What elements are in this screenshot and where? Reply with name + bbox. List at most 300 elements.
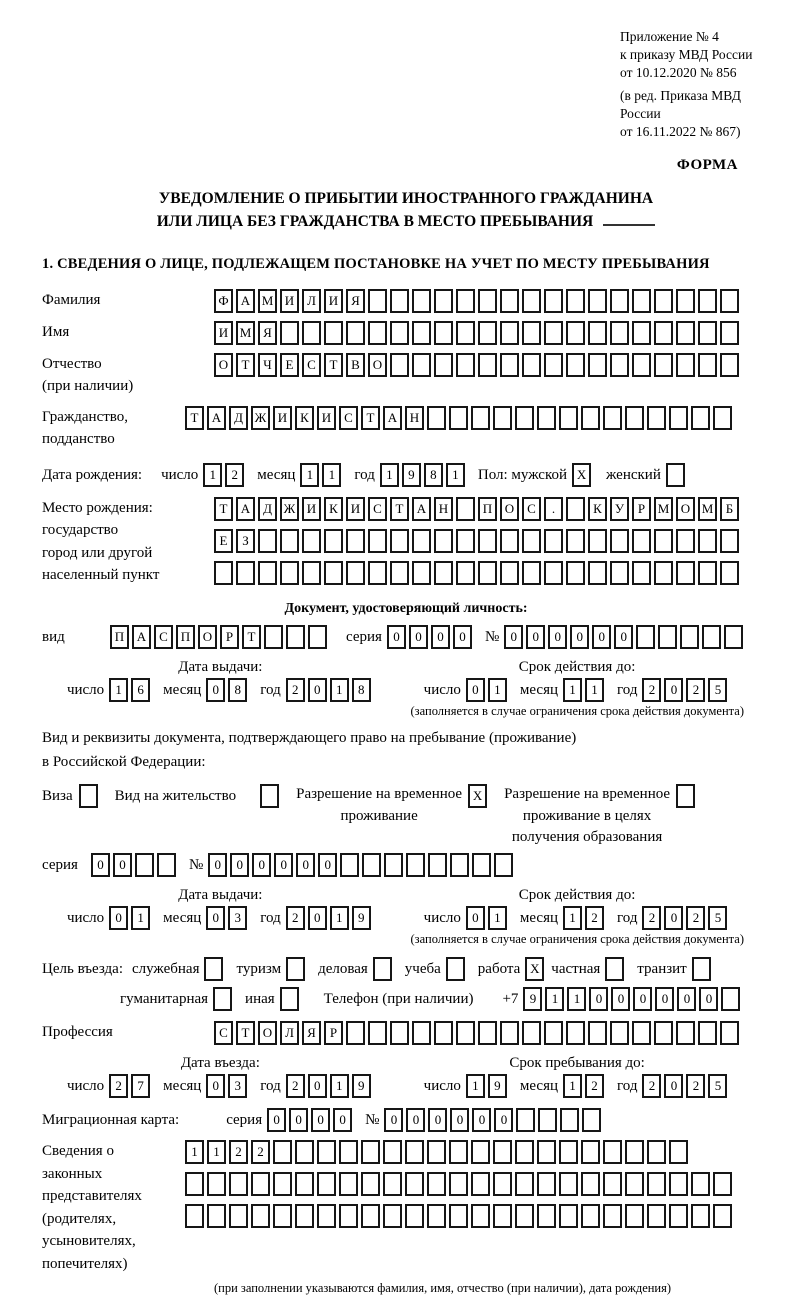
char-cell[interactable] [456,353,475,377]
char-cell[interactable]: О [500,497,519,521]
char-cell[interactable] [493,1204,512,1228]
char-cell[interactable] [478,1021,497,1045]
char-cell[interactable] [676,1021,695,1045]
char-cell[interactable] [691,406,710,430]
char-cell[interactable] [384,853,403,877]
char-cell[interactable] [361,1140,380,1164]
char-cell[interactable] [559,1140,578,1164]
char-cell[interactable] [339,1172,358,1196]
char-cell[interactable]: 0 [311,1108,330,1132]
char-cell[interactable] [610,353,629,377]
char-cell[interactable] [317,1204,336,1228]
char-cell[interactable]: 1 [109,678,128,702]
char-cell[interactable] [566,1021,585,1045]
char-cell[interactable] [472,853,491,877]
char-cell[interactable] [185,1172,204,1196]
char-cell[interactable]: 1 [207,1140,226,1164]
char-cell[interactable] [603,1204,622,1228]
char-cell[interactable] [405,1172,424,1196]
char-cell[interactable] [676,289,695,313]
char-cell[interactable]: К [324,497,343,521]
char-cell[interactable] [515,1204,534,1228]
char-cell[interactable]: 0 [91,853,110,877]
char-cell[interactable]: 0 [109,906,128,930]
char-cell[interactable]: М [258,289,277,313]
char-cell[interactable] [537,1204,556,1228]
char-cell[interactable] [339,1204,358,1228]
char-cell[interactable] [669,1140,688,1164]
char-cell[interactable] [362,853,381,877]
char-cell[interactable] [566,497,585,521]
char-cell[interactable] [361,1172,380,1196]
char-cell[interactable] [207,1172,226,1196]
char-cell[interactable]: Ж [280,497,299,521]
char-cell[interactable]: Т [236,353,255,377]
char-cell[interactable]: Я [258,321,277,345]
char-cell[interactable]: М [698,497,717,521]
char-cell[interactable] [390,1021,409,1045]
char-cell[interactable] [581,1172,600,1196]
char-cell[interactable] [544,289,563,313]
char-cell[interactable]: 0 [384,1108,403,1132]
char-cell[interactable] [654,529,673,553]
checkbox-cell[interactable] [286,957,305,981]
char-cell[interactable]: 0 [664,1074,683,1098]
char-cell[interactable] [720,1021,739,1045]
char-cell[interactable]: 0 [611,987,630,1011]
char-cell[interactable]: 2 [686,906,705,930]
char-cell[interactable]: 3 [228,906,247,930]
char-cell[interactable]: 0 [472,1108,491,1132]
char-cell[interactable] [647,1140,666,1164]
char-cell[interactable] [456,1021,475,1045]
char-cell[interactable] [559,1204,578,1228]
char-cell[interactable] [258,529,277,553]
char-cell[interactable] [698,353,717,377]
char-cell[interactable] [581,406,600,430]
char-cell[interactable] [500,289,519,313]
char-cell[interactable] [251,1172,270,1196]
char-cell[interactable] [428,853,447,877]
checkbox-cell[interactable] [605,957,624,981]
char-cell[interactable]: 0 [664,906,683,930]
char-cell[interactable]: И [324,289,343,313]
char-cell[interactable] [258,561,277,585]
char-cell[interactable] [581,1204,600,1228]
char-cell[interactable] [515,1140,534,1164]
char-cell[interactable] [720,529,739,553]
char-cell[interactable]: 0 [677,987,696,1011]
char-cell[interactable]: Ч [258,353,277,377]
char-cell[interactable]: 6 [131,678,150,702]
char-cell[interactable]: 0 [206,1074,225,1098]
char-cell[interactable]: Р [220,625,239,649]
char-cell[interactable] [632,529,651,553]
char-cell[interactable] [434,321,453,345]
char-cell[interactable]: С [339,406,358,430]
char-cell[interactable] [412,1021,431,1045]
char-cell[interactable]: Т [236,1021,255,1045]
char-cell[interactable] [471,406,490,430]
char-cell[interactable]: 0 [387,625,406,649]
char-cell[interactable]: 5 [708,1074,727,1098]
char-cell[interactable] [251,1204,270,1228]
char-cell[interactable] [456,529,475,553]
char-cell[interactable] [544,321,563,345]
char-cell[interactable] [456,289,475,313]
char-cell[interactable] [713,406,732,430]
char-cell[interactable] [185,1204,204,1228]
char-cell[interactable] [588,321,607,345]
char-cell[interactable] [317,1140,336,1164]
char-cell[interactable] [647,406,666,430]
char-cell[interactable]: 2 [642,1074,661,1098]
char-cell[interactable] [720,321,739,345]
char-cell[interactable] [302,529,321,553]
char-cell[interactable] [450,853,469,877]
char-cell[interactable] [390,321,409,345]
char-cell[interactable]: 9 [488,1074,507,1098]
char-cell[interactable] [647,1172,666,1196]
char-cell[interactable]: 9 [523,987,542,1011]
char-cell[interactable]: Т [242,625,261,649]
char-cell[interactable]: Я [302,1021,321,1045]
char-cell[interactable]: 0 [504,625,523,649]
char-cell[interactable] [449,1172,468,1196]
char-cell[interactable] [456,561,475,585]
char-cell[interactable]: Р [324,1021,343,1045]
char-cell[interactable]: Л [280,1021,299,1045]
char-cell[interactable] [405,1140,424,1164]
char-cell[interactable] [544,529,563,553]
char-cell[interactable]: 0 [589,987,608,1011]
char-cell[interactable] [603,1140,622,1164]
char-cell[interactable]: М [654,497,673,521]
char-cell[interactable] [317,1172,336,1196]
char-cell[interactable] [427,406,446,430]
char-cell[interactable] [434,561,453,585]
char-cell[interactable]: П [110,625,129,649]
char-cell[interactable]: 9 [352,906,371,930]
char-cell[interactable]: 0 [633,987,652,1011]
char-cell[interactable] [538,1108,557,1132]
char-cell[interactable] [676,321,695,345]
char-cell[interactable] [654,1021,673,1045]
char-cell[interactable]: 0 [308,678,327,702]
char-cell[interactable]: 2 [686,678,705,702]
char-cell[interactable]: 2 [225,463,244,487]
char-cell[interactable]: 5 [708,906,727,930]
char-cell[interactable]: 2 [585,906,604,930]
char-cell[interactable] [632,321,651,345]
char-cell[interactable]: 0 [267,1108,286,1132]
char-cell[interactable]: У [610,497,629,521]
char-cell[interactable] [537,1172,556,1196]
char-cell[interactable] [610,289,629,313]
char-cell[interactable]: Н [405,406,424,430]
char-cell[interactable] [698,289,717,313]
char-cell[interactable] [654,353,673,377]
char-cell[interactable] [493,406,512,430]
char-cell[interactable]: Н [434,497,453,521]
char-cell[interactable] [368,321,387,345]
char-cell[interactable] [324,529,343,553]
char-cell[interactable] [522,321,541,345]
checkbox-cell[interactable] [373,957,392,981]
char-cell[interactable] [383,1140,402,1164]
char-cell[interactable]: 1 [545,987,564,1011]
checkbox-cell[interactable] [692,957,711,981]
char-cell[interactable]: 0 [274,853,293,877]
char-cell[interactable] [713,1172,732,1196]
char-cell[interactable] [434,1021,453,1045]
char-cell[interactable] [588,561,607,585]
char-cell[interactable] [390,353,409,377]
char-cell[interactable] [368,289,387,313]
char-cell[interactable]: Е [280,353,299,377]
char-cell[interactable] [654,561,673,585]
char-cell[interactable] [368,1021,387,1045]
char-cell[interactable]: 0 [333,1108,352,1132]
char-cell[interactable]: И [302,497,321,521]
char-cell[interactable] [516,1108,535,1132]
char-cell[interactable]: С [522,497,541,521]
char-cell[interactable] [449,406,468,430]
char-cell[interactable] [500,1021,519,1045]
char-cell[interactable]: 0 [296,853,315,877]
char-cell[interactable] [522,353,541,377]
char-cell[interactable]: 8 [352,678,371,702]
char-cell[interactable]: 0 [466,906,485,930]
checkbox-cell[interactable] [446,957,465,981]
char-cell[interactable] [478,321,497,345]
char-cell[interactable] [724,625,743,649]
char-cell[interactable]: 1 [563,678,582,702]
char-cell[interactable]: А [383,406,402,430]
char-cell[interactable] [412,353,431,377]
char-cell[interactable]: 0 [230,853,249,877]
char-cell[interactable] [135,853,154,877]
char-cell[interactable]: О [676,497,695,521]
char-cell[interactable]: 1 [380,463,399,487]
char-cell[interactable] [691,1204,710,1228]
char-cell[interactable]: 9 [402,463,421,487]
char-cell[interactable] [478,353,497,377]
char-cell[interactable]: Ф [214,289,233,313]
char-cell[interactable] [346,529,365,553]
char-cell[interactable] [427,1204,446,1228]
char-cell[interactable]: 8 [424,463,443,487]
char-cell[interactable] [544,1021,563,1045]
char-cell[interactable] [647,1204,666,1228]
char-cell[interactable] [588,353,607,377]
char-cell[interactable]: С [154,625,173,649]
char-cell[interactable] [603,406,622,430]
char-cell[interactable]: Т [390,497,409,521]
char-cell[interactable]: 1 [567,987,586,1011]
char-cell[interactable]: . [544,497,563,521]
char-cell[interactable] [588,1021,607,1045]
checkbox-cell[interactable] [280,987,299,1011]
char-cell[interactable] [340,853,359,877]
checkbox-cell[interactable] [213,987,232,1011]
checkbox-cell[interactable] [260,784,279,808]
char-cell[interactable] [302,321,321,345]
checkbox-cell[interactable]: X [572,463,591,487]
char-cell[interactable]: 2 [585,1074,604,1098]
char-cell[interactable] [280,321,299,345]
char-cell[interactable] [390,289,409,313]
char-cell[interactable] [273,1204,292,1228]
char-cell[interactable]: И [280,289,299,313]
char-cell[interactable]: А [236,289,255,313]
char-cell[interactable] [471,1204,490,1228]
char-cell[interactable] [669,1172,688,1196]
char-cell[interactable] [676,529,695,553]
char-cell[interactable]: 0 [308,906,327,930]
char-cell[interactable] [566,289,585,313]
char-cell[interactable]: 0 [208,853,227,877]
char-cell[interactable]: П [478,497,497,521]
char-cell[interactable] [412,321,431,345]
char-cell[interactable] [280,561,299,585]
char-cell[interactable] [406,853,425,877]
char-cell[interactable] [494,853,513,877]
char-cell[interactable]: 0 [431,625,450,649]
char-cell[interactable]: 0 [206,906,225,930]
char-cell[interactable] [478,529,497,553]
char-cell[interactable] [500,353,519,377]
char-cell[interactable]: 0 [466,678,485,702]
char-cell[interactable] [522,561,541,585]
char-cell[interactable] [471,1172,490,1196]
char-cell[interactable] [676,561,695,585]
checkbox-cell[interactable] [79,784,98,808]
char-cell[interactable] [515,406,534,430]
char-cell[interactable] [713,1204,732,1228]
char-cell[interactable] [434,289,453,313]
char-cell[interactable]: Л [302,289,321,313]
char-cell[interactable] [493,1172,512,1196]
char-cell[interactable] [390,561,409,585]
char-cell[interactable] [720,289,739,313]
char-cell[interactable] [264,625,283,649]
char-cell[interactable]: С [214,1021,233,1045]
char-cell[interactable] [434,529,453,553]
char-cell[interactable] [654,321,673,345]
char-cell[interactable] [560,1108,579,1132]
char-cell[interactable]: 0 [592,625,611,649]
char-cell[interactable] [537,406,556,430]
char-cell[interactable] [588,289,607,313]
char-cell[interactable] [669,1204,688,1228]
char-cell[interactable]: И [214,321,233,345]
char-cell[interactable] [588,529,607,553]
char-cell[interactable]: 2 [286,906,305,930]
char-cell[interactable] [654,289,673,313]
char-cell[interactable] [544,353,563,377]
char-cell[interactable]: 1 [330,1074,349,1098]
char-cell[interactable] [324,561,343,585]
char-cell[interactable] [720,353,739,377]
char-cell[interactable]: 0 [406,1108,425,1132]
char-cell[interactable] [522,529,541,553]
char-cell[interactable]: 0 [655,987,674,1011]
char-cell[interactable] [610,1021,629,1045]
char-cell[interactable]: 2 [286,678,305,702]
char-cell[interactable] [390,529,409,553]
char-cell[interactable]: 5 [708,678,727,702]
char-cell[interactable] [500,321,519,345]
char-cell[interactable] [721,987,740,1011]
char-cell[interactable]: П [176,625,195,649]
char-cell[interactable]: 1 [466,1074,485,1098]
char-cell[interactable] [295,1172,314,1196]
char-cell[interactable] [636,625,655,649]
char-cell[interactable] [559,1172,578,1196]
char-cell[interactable] [610,561,629,585]
char-cell[interactable]: 1 [300,463,319,487]
char-cell[interactable]: 8 [228,678,247,702]
char-cell[interactable]: 1 [131,906,150,930]
char-cell[interactable]: Е [214,529,233,553]
char-cell[interactable]: Б [720,497,739,521]
char-cell[interactable] [236,561,255,585]
char-cell[interactable] [368,561,387,585]
char-cell[interactable] [632,1021,651,1045]
checkbox-cell[interactable] [666,463,685,487]
char-cell[interactable]: 1 [330,906,349,930]
char-cell[interactable]: 0 [289,1108,308,1132]
char-cell[interactable]: 2 [109,1074,128,1098]
checkbox-cell[interactable] [204,957,223,981]
char-cell[interactable]: Р [632,497,651,521]
char-cell[interactable]: 1 [446,463,465,487]
char-cell[interactable] [493,1140,512,1164]
char-cell[interactable] [537,1140,556,1164]
char-cell[interactable]: 0 [664,678,683,702]
char-cell[interactable]: Т [214,497,233,521]
char-cell[interactable] [456,321,475,345]
char-cell[interactable]: 1 [488,678,507,702]
char-cell[interactable]: 2 [686,1074,705,1098]
char-cell[interactable]: К [588,497,607,521]
char-cell[interactable]: 1 [563,906,582,930]
char-cell[interactable] [669,406,688,430]
char-cell[interactable]: 0 [548,625,567,649]
char-cell[interactable]: А [412,497,431,521]
char-cell[interactable]: В [346,353,365,377]
char-cell[interactable] [698,529,717,553]
char-cell[interactable]: 0 [570,625,589,649]
checkbox-cell[interactable]: X [468,784,487,808]
char-cell[interactable] [427,1172,446,1196]
char-cell[interactable]: Ж [251,406,270,430]
char-cell[interactable] [632,353,651,377]
char-cell[interactable]: 0 [318,853,337,877]
char-cell[interactable]: З [236,529,255,553]
char-cell[interactable] [478,561,497,585]
char-cell[interactable] [500,529,519,553]
char-cell[interactable]: 0 [494,1108,513,1132]
char-cell[interactable] [610,321,629,345]
char-cell[interactable] [214,561,233,585]
char-cell[interactable]: О [214,353,233,377]
char-cell[interactable]: 2 [642,678,661,702]
char-cell[interactable] [286,625,305,649]
char-cell[interactable] [295,1140,314,1164]
char-cell[interactable] [625,406,644,430]
